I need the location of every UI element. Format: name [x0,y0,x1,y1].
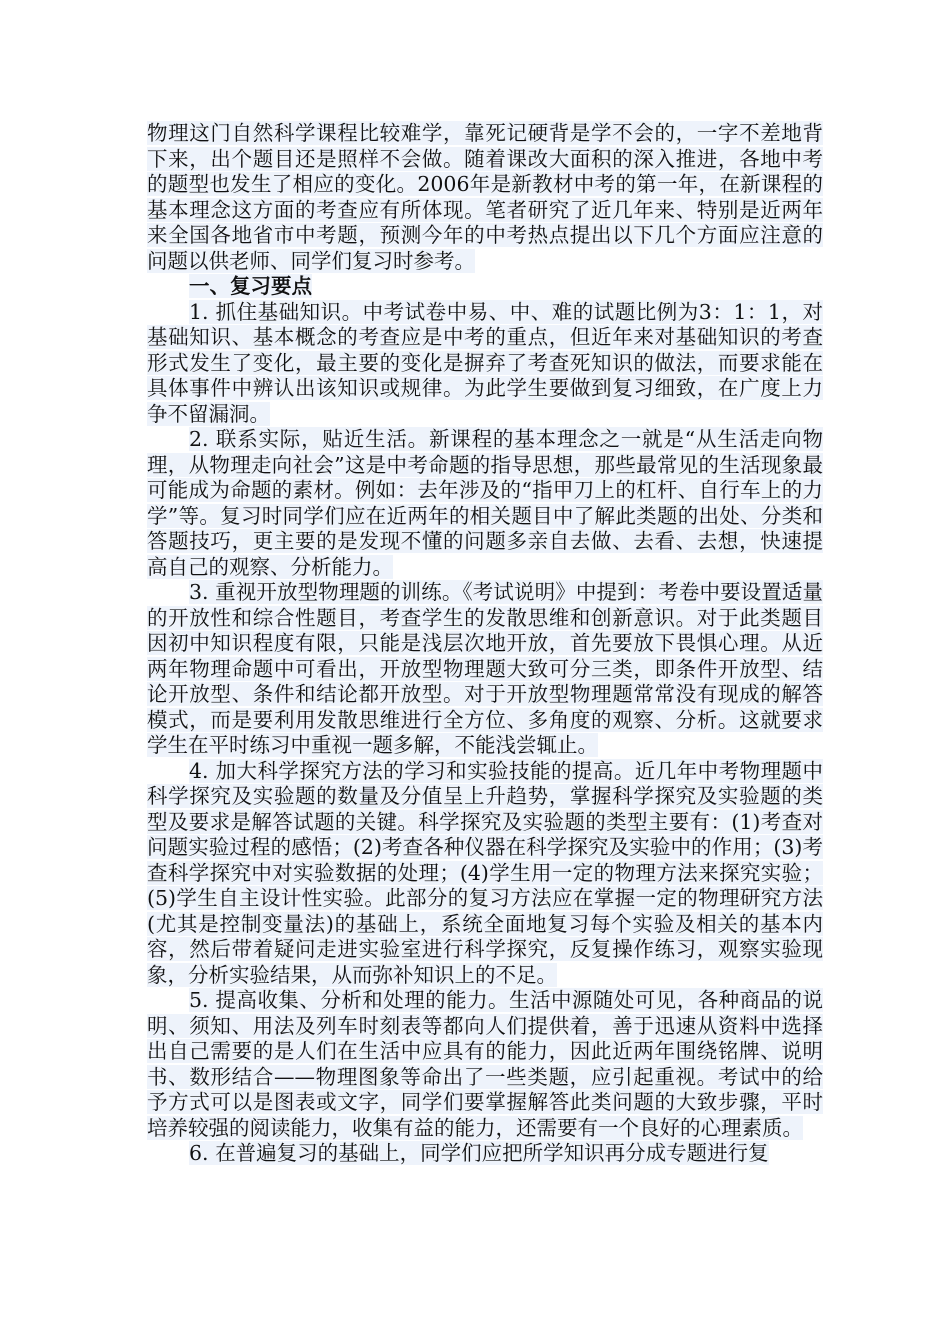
point-1-paragraph [147,300,823,428]
intro-text: 物理这门自然科学课程比较难学，靠死记硬背是学不会的，一字不差地背下来，出个题目还是照样不会做。随着课改大面积的深入推进，各地中考的题型也发生了相应的变化。2006年是新教材中考的第一年，在新课程的基本理念这方面的考查应有所体现。笔者研究了近几年来、特别是近两年来全国各地省市中考题，预测今年的中考热点提出以下几个方面应注意的问题以供老师、同学们复习时参考。 [147,121,823,273]
point-5-text: 5. 提高收集、分析和处理的能力。生活中源随处可见，各种商品的说明、须知、用法及列车时刻表等都向人们提供着，善于迅速从资料中选择出自己需要的是人们在生活中应具有的能力，因此近两年围绕铭牌、说明书、数形结合——物理图象等命出了一些类题，应引起重视。考试中的给予方式可以是图表或文字，同学们要掌握解答此类问题的大致步骤，平时培养较强的阅读能力，收集有益的能力，还需要有一个良好的心理素质。 [147,988,823,1140]
intro-paragraph [147,121,823,274]
point-3-paragraph [147,580,823,759]
point-2-text: 2. 联系实际，贴近生活。新课程的基本理念之一就是“从生活走向物理，从物理走向社会”这是中考命题的指导思想，那些最常见的生活现象最可能成为命题的素材。例如：去年涉及的“指甲刀上的杠杆、自行车上的力学”等。复习时同学们应在近两年的相关题目中了解此类题的出处、分类和答题技巧，更主要的是发现不懂的问题多亲自去做、去看、去想，快速提高自己的观察、分析能力。 [147,427,823,579]
document-body [147,121,823,1167]
section-heading-text: 一、复习要点 [189,274,312,298]
point-4-text: 4. 加大科学探究方法的学习和实验技能的提高。近几年中考物理题中科学探究及实验题的数量及分值呈上升趋势，掌握科学探究及实验题的类型及要求是解答试题的关键。科学探究及实验题的类型主要有：(1)考查对问题实验过程的感悟；(2)考查各种仪器在科学探究及实验中的作用；(3)考查科学探究中对实验数据的处理；(4)学生用一定的物理方法来探究实验；(5)学生自主设计性实验。此部分的复习方法应在掌握一定的物理研究方法(尤其是控制变量法)的基础上，系统全面地复习每个实验及相关的基本内容，然后带着疑问走进实验室进行科学探究，反复操作练习，观察实验现象，分析实验结果，从而弥补知识上的不足。 [147,758,823,987]
point-3-text: 3. 重视开放型物理题的训练。《考试说明》中提到：考卷中要设置适量的开放性和综合性题目，考查学生的发散思维和创新意识。对于此类题目因初中知识程度有限，只能是浅层次地开放，首先要放下畏惧心理。从近两年物理命题中可看出，开放型物理题大致可分三类，即条件开放型、结论开放型、条件和结论都开放型。对于开放型物理题常常没有现成的解答模式，而是要利用发散思维进行全方位、多角度的观察、分析。这就要求学生在平时练习中重视一题多解，不能浅尝辄止。 [147,580,823,757]
point-4-paragraph [147,759,823,989]
point-6-text: 6. 在普遍复习的基础上，同学们应把所学知识再分成专题进行复 [189,1141,769,1165]
point-1-text: 1. 抓住基础知识。中考试卷中易、中、难的试题比例为3：1：1，对基础知识、基本概念的考查应是中考的重点，但近年来对基础知识的考查形式发生了变化，最主要的变化是摒弃了考查死知识的做法，而要求能在具体事件中辨认出该知识或规律。为此学生要做到复习细致，在广度上力争不留漏洞。 [147,299,823,426]
point-5-paragraph [147,988,823,1141]
point-6-paragraph [147,1141,823,1167]
section-heading [147,274,823,300]
point-2-paragraph [147,427,823,580]
